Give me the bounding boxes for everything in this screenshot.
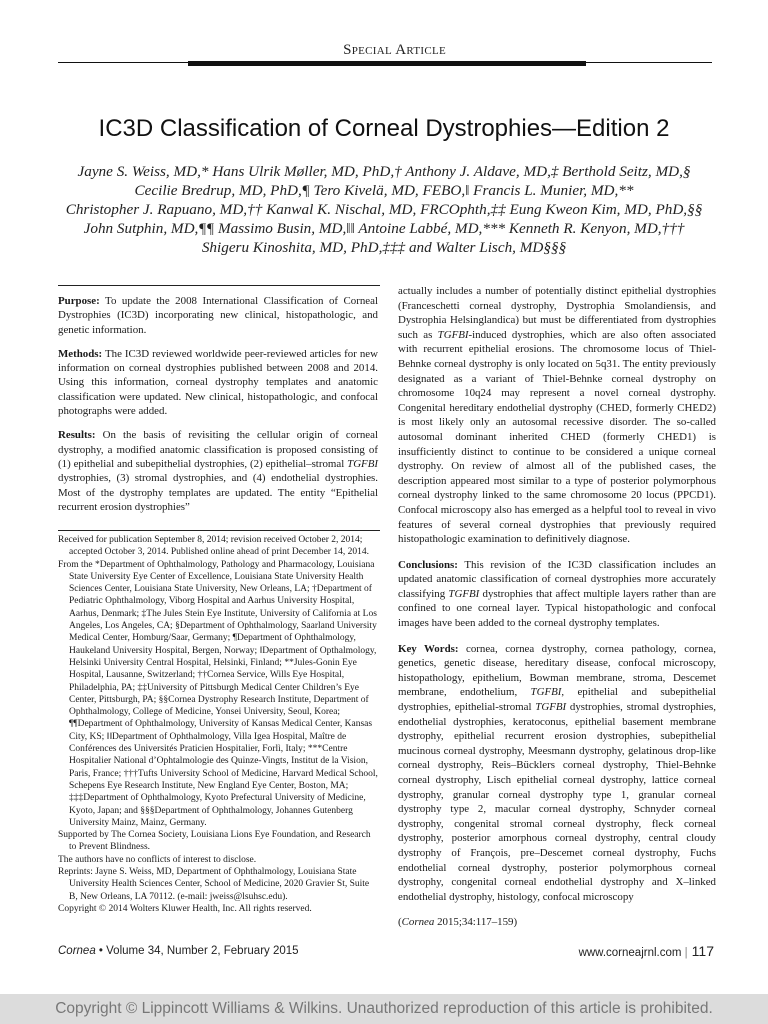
author-line: Shigeru Kinoshita, MD, PhD,‡‡‡ and Walter Lisch, MD§§§	[201, 239, 567, 256]
footer-journal: Cornea	[58, 945, 96, 957]
article-title: IC3D Classification of Corneal Dystrophies—Edition 2	[98, 115, 670, 142]
citation	[398, 915, 716, 930]
results-text: On the basis of revisiting the cellular origin of corneal dystrophy, a modified anatomic classification is proposed consisting of (1) epithelial and subepithelial dystrophies, (2) epithelial–stromal	[58, 429, 378, 470]
citation-paren: (	[398, 916, 402, 929]
abstract-keywords	[398, 642, 716, 905]
abstract-left-column	[58, 294, 378, 524]
support-note: Supported by The Cornea Society, Louisiana Lions Eye Foundation, and Research to Prevent Blindness.	[58, 830, 371, 853]
abstract-right-column	[398, 284, 716, 941]
purpose-label: Purpose:	[58, 295, 100, 307]
header-rule-thick	[188, 61, 586, 66]
keywords-text: dystrophies, stromal dystrophies, endothelial dystrophies, keratoconus, epithelial basement membrane dystrophy, epithelial recurrent erosion dystrophies, subepithelial mucinous corneal dystrophy, Meesmann dystrophy, gelatinous drop-like corneal dystrophy, Reis–Bücklers corneal dystrophy, Thiel-Behnke corneal dystrophy, Lisch epithelial corneal dystrophy, lattice corneal dystrophy, granular corneal dystrophy type 1, granular corneal dystrophy type 2, macular corneal dystrophy, Schnyder corneal dystrophy, congenital stromal corneal dystrophy, fleck corneal dystrophy, posterior amorphous corneal dystrophy, central cloudy dystrophy of François, pre–Descemet corneal dystrophy, Fuchs endothelial corneal dystrophy, posterior polymorphous corneal dystrophy, congenital corneal endothelial dystrophy and X–linked endothelial dystrophy, histology, confocal microscopy	[398, 701, 716, 903]
author-line: Christopher J. Rapuano, MD,†† Kanwal K. Nischal, MD, FRCOphth,‡‡ Eung Kweon Kim, MD, PhD,§§	[65, 201, 703, 218]
copyright-banner: Copyright © Lippincott Williams & Wilkins. Unauthorized reproduction of this article is prohibited.	[0, 994, 768, 1024]
conclusions-text: dystrophies that affect multiple layers rather than are confined to one corneal layer. Typical histopathologic and confocal images have been added to the corneal dystrophy templates.	[398, 587, 716, 630]
received-note: Received for publication September 8, 2014; revision received October 2, 2014; accepted October 3, 2014. Published online ahead of print December 14, 2014.	[58, 535, 369, 558]
methods-label: Methods:	[58, 347, 103, 360]
abstract-purpose	[58, 294, 378, 337]
footer-issue: • Volume 34, Number 2, February 2015	[95, 945, 299, 957]
results-text: dystrophies, (3) stromal dystrophies, and (4) endothelial dystrophies. Most of the dystrophy templates are updated. The entity “Epithelial recurrent erosion dystrophies”	[58, 472, 378, 513]
keywords-label: Key Words:	[398, 642, 459, 655]
conclusions-text: This revision of the IC3D classification includes an updated anatomic classification of corneal dystrophies more accurately classifying	[398, 558, 716, 600]
gene-name: TGFBI	[437, 328, 469, 341]
page-number: 117	[691, 943, 714, 959]
reprints-note: Reprints: Jayne S. Weiss, MD, Department of Ophthalmology, Louisiana State University Health Sciences Center, School of Medicine, 2020 Gravier St, Suite B, New Orleans, LA 70112. (e-mail: jweiss@lsuhsc.edu).	[58, 867, 370, 902]
notes-top-rule	[58, 530, 380, 531]
results-label: Results:	[58, 429, 96, 442]
methods-text: The IC3D reviewed worldwide peer-reviewed articles for new information on corneal dystrophies published between 2008 and 2014. Using this information, corneal dystrophy templates and anatomic classification were updated. New clinical, histopathologic, and confocal photographs were added.	[58, 347, 378, 418]
author-line: Jayne S. Weiss, MD,* Hans Ulrik Møller, MD, PhD,† Anthony J. Aldave, MD,‡ Berthold Seitz, MD,§	[77, 163, 691, 180]
citation-details: 2015;34:117–159)	[437, 916, 518, 929]
results-text: -induced dystrophies, which are also often associated with recurrent epithelial erosions. The chromosome locus of Thiel-Behnke corneal dystrophy is only located on 5q31. The entity previously designated as a variant of Thiel-Behnke corneal dystrophy on chromosome 10q24 may represent a novel corneal dystrophy. Congenital hereditary endothelial dystrophy (CHED, formerly CHED2) is most likely only an autosomal recessive disorder. The so-called autosomal dominant inherited CHED (formerly CHED1) is insufficiently distinct to continue to be considered a unique corneal dystrophy. On review of almost all of the published cases, the description appeared most similar to a type of posterior polymorphous corneal dystrophy linked to the same chromosome 20 locus (PPCD1). Confocal microscopy also has emerged as a helpful tool to reveal in vivo features of several corneal dystrophies that previously required histopathologic examination to definitively diagnose.	[398, 328, 716, 546]
keywords-text: cornea, cornea dystrophy, cornea pathology, cornea, genetics, genetic disease, hereditary disease, confocal microscopy, histopathology, epithelium, Bowman membrane, stroma, Descemet membrane, endothelium,	[398, 642, 716, 699]
author-line: John Sutphin, MD,¶¶ Massimo Busin, MD,‖‖ Antoine Labbé, MD,*** Kenneth R. Kenyon, MD,†††	[83, 220, 685, 237]
page-footer-left	[58, 945, 299, 957]
author-line: Cecilie Bredrup, MD, PhD,¶ Tero Kivelä, MD, FEBO,‖ Francis L. Munier, MD,**	[134, 182, 634, 199]
gene-name: TGFBI	[448, 587, 480, 600]
author-list	[58, 162, 710, 257]
abstract-methods	[58, 347, 378, 418]
article-notes	[58, 534, 380, 915]
footer-separator: |	[684, 947, 688, 959]
purpose-text: To update the 2008 International Classification of Corneal Dystrophies (IC3D) incorporating new clinical, histopathologic, and genetic information.	[58, 295, 378, 336]
abstract-results	[58, 428, 378, 514]
keywords-text: , epithelial and subepithelial dystrophies, epithelial-stromal	[398, 686, 716, 714]
conflicts-note: The authors have no conflicts of interest to disclose.	[58, 854, 257, 865]
journal-website-link[interactable]: www.corneajrnl.com	[578, 947, 682, 959]
abstract-conclusions	[398, 558, 716, 631]
copyright-note: Copyright © 2014 Wolters Kluwer Health, Inc. All rights reserved.	[58, 903, 312, 914]
abstract-top-rule	[58, 285, 380, 286]
page-footer-right	[579, 943, 714, 959]
gene-name: TGFBI	[535, 701, 567, 714]
results-continued	[398, 284, 716, 547]
conclusions-label: Conclusions:	[398, 558, 458, 571]
gene-name: TGFBI	[347, 457, 378, 470]
results-text: actually includes a number of potentially distinct epithelial dystrophies (Franceschetti corneal dystrophy, Dystrophia Smolandiensis, and Dystrophia Helsinglandica) but must be differentiated from dystrophies such as	[398, 285, 716, 341]
section-label: Special Article	[343, 42, 446, 58]
gene-name: TGFBI	[530, 686, 562, 699]
affiliations-note: From the *Department of Ophthalmology, Pathology and Pharmacology, Louisiana State University Eye Center of Excellence, Louisiana State University Health Sciences Center, Louisiana State University, New Orleans, LA; †Department of Pediatric Ophthalmology, Viborg Hospital and Aarhus University Hospital, Aarhus, Denmark; ‡The Jules Stein Eye Institute, University of California at Los Angeles, Los Angeles, CA; §Department of Ophthalmology, Saarland University Medical Center, Homburg/Saar, Germany; ¶Department of Ophthalmology, Haukeland University Hospital, Bergen, Norway; ‖Department of Opthalmology, Helsinki University Central Hospital, Helsinki, Finland; **Jules-Gonin Eye Hospital, Lausanne, Switzerland; ††Cornea Service, Wills Eye Hospital, Philadelphia, PA; ‡‡University of Pittsburgh Medical Center Children’s Eye Center, Pittsburgh, PA; §§Cornea Dystrophy Research Institute, Department of Ophthalmology, College of Medicine, Yonsei University, Seoul, Korea; ¶¶Department of Ophthalmology, University of Kansas Medical Center, Kansas City, KS; ‖‖Department of Ophthalmology, Villa Igea Hospital, Maître de Conférences des Universités Praticien Hospitalier, Forlì, Italy; ***Centre Hospitalier National d’Ophtalmologie des Quinze-Vingts, Institut de la Vision, Paris, France; †††Tufts University School of Medicine, Harvard Medical School, Schepens Eye Research Institute, New England Eye Center, Boston, MA; ‡‡‡Department of Ophthalmology, Kyoto Prefectural University of Medicine, Kyoto, Japan; and §§§Department of Ophthalmology, Johannes Gutenberg University Mainz, Mainz, Germany.	[58, 559, 378, 828]
citation-journal: Cornea	[401, 916, 435, 929]
